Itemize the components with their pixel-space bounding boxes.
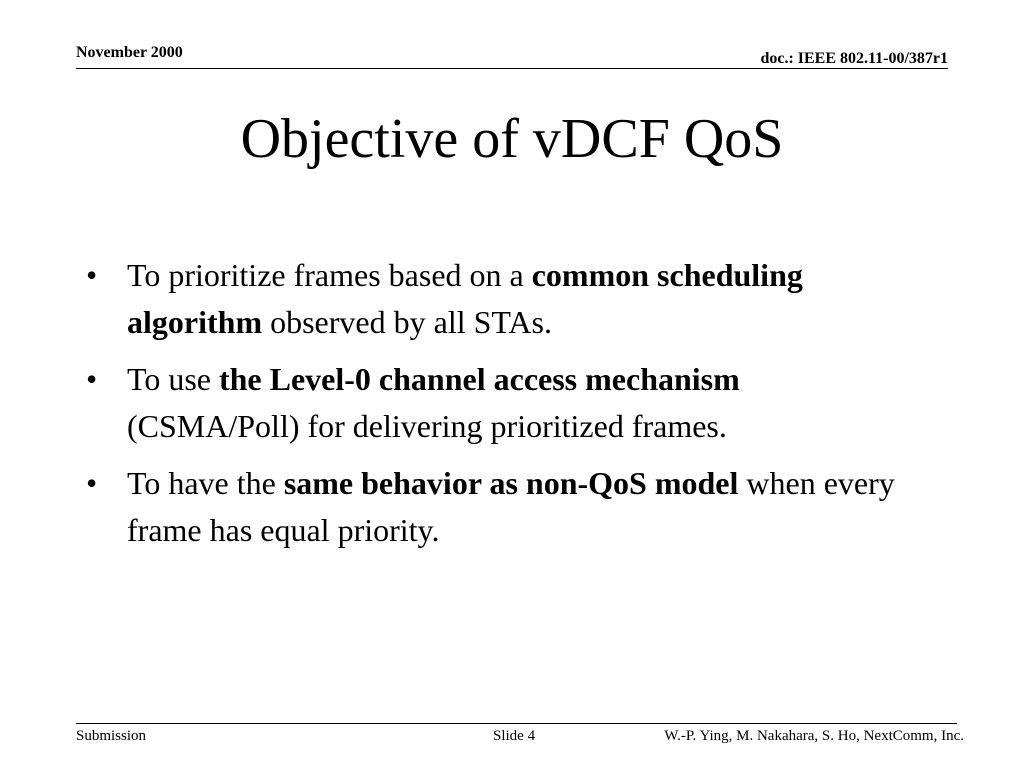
footer-submission: Submission — [76, 728, 147, 744]
header-date: November 2000 — [76, 44, 183, 61]
bullet-text-plain: (CSMA/Poll) for delivering prioritized frames. — [127, 408, 727, 444]
footer-divider — [76, 723, 957, 724]
bullet-item — [82, 356, 912, 450]
footer-authors: W.-P. Ying, M. Nakahara, S. Ho, NextComm, Inc. — [664, 728, 964, 744]
bullet-marker: • — [86, 465, 98, 501]
bullet-text-plain: To have the — [127, 465, 284, 501]
footer-slide-number: Slide 4 — [493, 728, 536, 744]
bullet-marker: • — [86, 257, 98, 293]
bullet-item — [82, 460, 912, 554]
bullet-text-emphasis: common scheduling algorithm — [127, 257, 803, 340]
bullet-marker: • — [86, 361, 98, 397]
bullet-text-plain: when every frame has equal priority. — [127, 465, 895, 548]
header-doc-id: doc.: IEEE 802.11-00/387r1 — [760, 50, 948, 67]
slide-title: Objective of vDCF QoS — [240, 108, 784, 170]
bullet-text-plain: To use — [127, 361, 219, 397]
bullet-text-emphasis: the Level-0 channel access mechanism — [218, 361, 740, 397]
bullet-item — [82, 252, 912, 346]
bullet-list — [82, 252, 912, 564]
bullet-text-plain: observed by all STAs. — [262, 304, 552, 340]
header-divider — [76, 68, 948, 69]
bullet-text-emphasis: same behavior as non-QoS model — [283, 465, 739, 501]
bullet-text-plain: To prioritize frames based on a — [127, 257, 532, 293]
